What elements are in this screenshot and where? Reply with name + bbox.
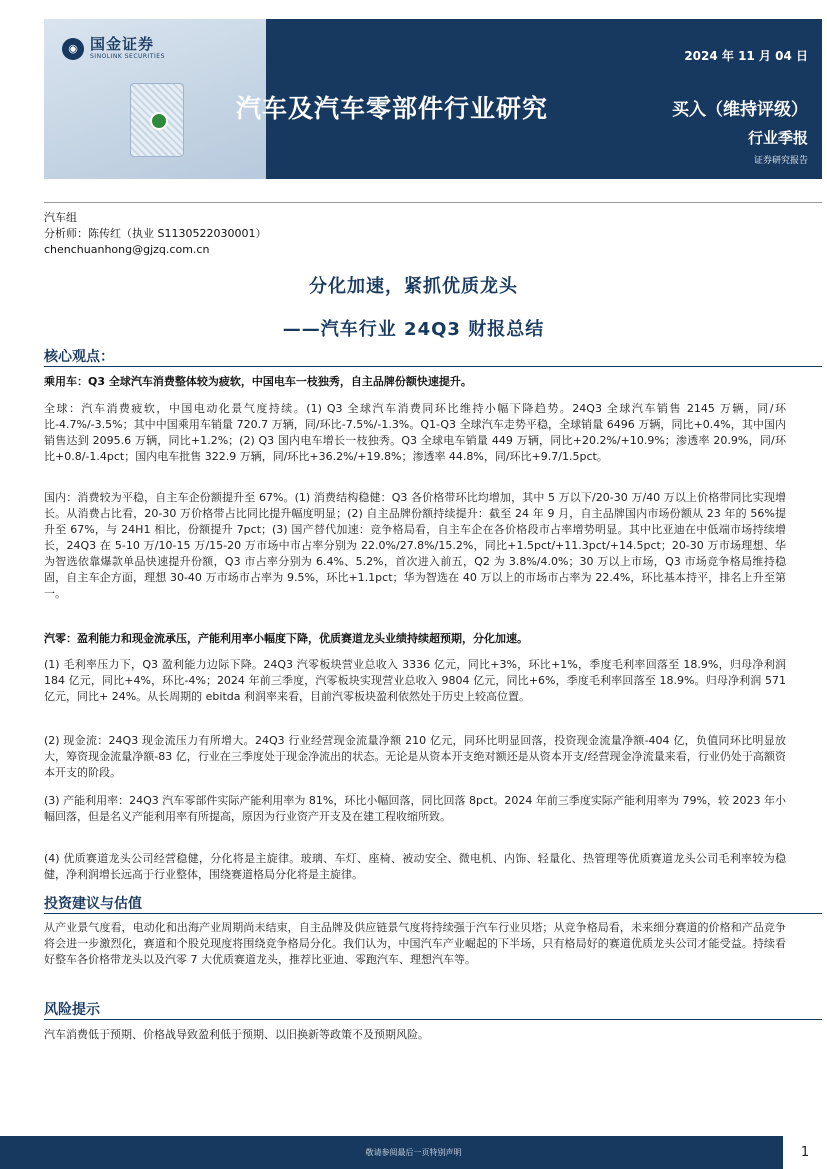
report-title: 汽车及汽车零部件行业研究	[236, 94, 549, 123]
section-divider	[44, 366, 822, 367]
banner-logo-panel	[44, 19, 266, 179]
divider	[44, 202, 822, 203]
logo-icon: ◉	[62, 38, 84, 60]
report-type: 行业季报	[747, 129, 808, 147]
section-divider	[44, 1019, 822, 1020]
section-heading-advice: 投资建议与估值	[44, 896, 142, 912]
headline-sub: ——汽车行业 24Q3 财报总结	[282, 319, 545, 340]
analyst-info	[44, 210, 266, 258]
team-name: 汽车组	[44, 211, 77, 224]
passenger-lead: 乘用车：Q3 全球汽车消费整体较为疲软，中国电车一枝独秀，自主品牌份额快速提升。	[44, 375, 472, 388]
page-number: 1	[783, 1136, 827, 1169]
section-heading-core: 核心观点：	[44, 349, 114, 365]
report-series: 证券研究报告	[753, 156, 808, 166]
analyst-name: 分析师：陈传红（执业 S1130522030001）	[44, 227, 267, 240]
brand-logo	[62, 37, 165, 60]
paragraph-margin: (1) 毛利率压力下，Q3 盈利能力边际下降。24Q3 汽零板块营业总收入 3336 亿元，同比+3%，环比+1%，季度毛利率回落至 18.9%，归母净利润 184 亿元，同比+4%，环比-4%；2024 年前三季度，汽零板块实现营业总收入 9804 亿元，同比+6%，季度毛利率回落至 18.9%。归母净利润 571 亿元，同比+ 24%。从长周期的 ebitda 利润率来看，目前汽零板块盈利依然处于历史上较高位置。	[44, 658, 786, 703]
rating-badge: 买入（维持评级）	[672, 100, 808, 120]
section-heading-risk: 风险提示	[44, 1002, 100, 1018]
paragraph-global: 全球：汽车消费疲软，中国电动化景气度持续。(1) Q3 全球汽车消费同环比维持小幅下降趋势。24Q3 全球汽车销售 2145 万辆，同/环比-4.7%/-3.5%；其中中国乘用车销量 720.7 万辆，同/环比-7.5%/-1.3%。Q1-Q3 全球汽车走势平稳，全球销量 6496 万辆，同比+0.4%，其中国内销售达到 2095.6 万辆，同比+1.2%；(2) Q3 国内电车增长一枝独秀。Q3 全球电车销量 449 万辆，同比+20.2%/+10.9%；渗透率 20.9%，同/环比+0.8/-1.4pct；国内电车批售 322.9 万辆，同/环比+36.2%/+19.8%；渗透率 44.8%，同/环比+9.7/1.5pct。	[44, 402, 786, 463]
report-date: 2024 年 11 月 04 日	[684, 49, 808, 63]
report-banner	[44, 19, 822, 179]
paragraph-risk: 汽车消费低于预期、价格战导致盈利低于预期、以旧换新等政策不及预期风险。	[44, 1028, 429, 1041]
section-divider	[44, 913, 822, 914]
logo-english: SINOLINK SECURITIES	[90, 53, 165, 60]
qr-code-icon	[130, 83, 184, 157]
logo-name: 国金证券	[90, 35, 155, 53]
analyst-email[interactable]: chenchuanhong@gjzq.com.cn	[44, 243, 210, 256]
wechat-icon	[150, 112, 168, 130]
paragraph-domestic: 国内：消费较为平稳，自主车企份额提升至 67%。(1) 消费结构稳健：Q3 各价格带环比均增加，其中 5 万以下/20-30 万/40 万以上价格带同比实现增长。从消费占比看，20-30 万价格带占比同比提升幅度明显；(2) 自主品牌份额持续提升：截至 24 年 9 月，自主品牌国内市场份额从 23 年的 56%提升至 67%，与 24H1 相比，份额提升 7pct；(3) 国产替代加速：竞争格局看，自主车企在各价格段市占率增势明显。其中比亚迪在中低端市场持续增长，24Q3 在 5-10 万/10-15 万/15-20 万市场中市占率分别为 22.0%/27.8%/15.2%，同比+1.5pct/+11.3pct/+14.5pct；20-30 万市场理想、华为智选依靠爆款单品快速提升份额，Q3 市占率分别为 6.4%、5.2%，首次进入前五，Q2 为 3.8%/4.0%；30 万以上市场，Q3 市场竞争格局维持稳固，自主车企方面，理想 30-40 万市场市占率为 9.5%，环比+1.1pct；华为智选在 40 万以上的市场市占率为 22.4%，环比基本持平，排名上升至第一。	[44, 491, 786, 600]
paragraph-leaders: (4) 优质赛道龙头公司经营稳健，分化将是主旋律。玻璃、车灯、座椅、被动安全、微电机、内饰、轻量化、热管理等优质赛道龙头公司毛利率较为稳健，净利润增长远高于行业整体，围绕赛道格局分化将是主旋律。	[44, 852, 786, 881]
paragraph-advice: 从产业景气度看，电动化和出海产业周期尚未结束，自主品牌及供应链景气度将持续强于汽车行业贝塔；从竞争格局看，未来细分赛道的价格和产品竞争将会进一步激烈化，赛道和个股兑现度将围绕竞争格局分化。我们认为，中国汽车产业崛起的下半场，只有格局好的赛道优质龙头公司才能受益。持续看好整车各价格带龙头以及汽零 7 大优质赛道龙头，推荐比亚迪、零跑汽车、理想汽车等。	[44, 921, 786, 966]
headline-main: 分化加速，紧抓优质龙头	[309, 276, 518, 297]
paragraph-cashflow: (2) 现金流：24Q3 现金流压力有所增大。24Q3 行业经营现金流量净额 210 亿元，同环比明显回落，投资现金流量净额-404 亿，负值同环比明显放大，筹资现金流量净额-83 亿，行业在三季度处于现金净流出的状态。无论是从资本开支绝对额还是从资本开支/经营现金净流量来看，行业仍处于高额资本开支的阶段。	[44, 734, 786, 779]
disclaimer-note: 敬请参阅最后一页特别声明	[365, 1148, 462, 1157]
parts-lead: 汽零：盈利能力和现金流承压，产能利用率小幅度下降，优质赛道龙头业绩持续超预期，分化加速。	[44, 632, 528, 645]
paragraph-capacity: (3) 产能利用率：24Q3 汽车零部件实际产能利用率为 81%，环比小幅回落，同比回落 8pct。2024 年前三季度实际产能利用率为 79%，较 2023 年小幅回落，但是名义产能利用率有所提高，原因为行业资产开支及在建工程收缩所致。	[44, 794, 786, 823]
page-footer	[0, 1136, 827, 1169]
